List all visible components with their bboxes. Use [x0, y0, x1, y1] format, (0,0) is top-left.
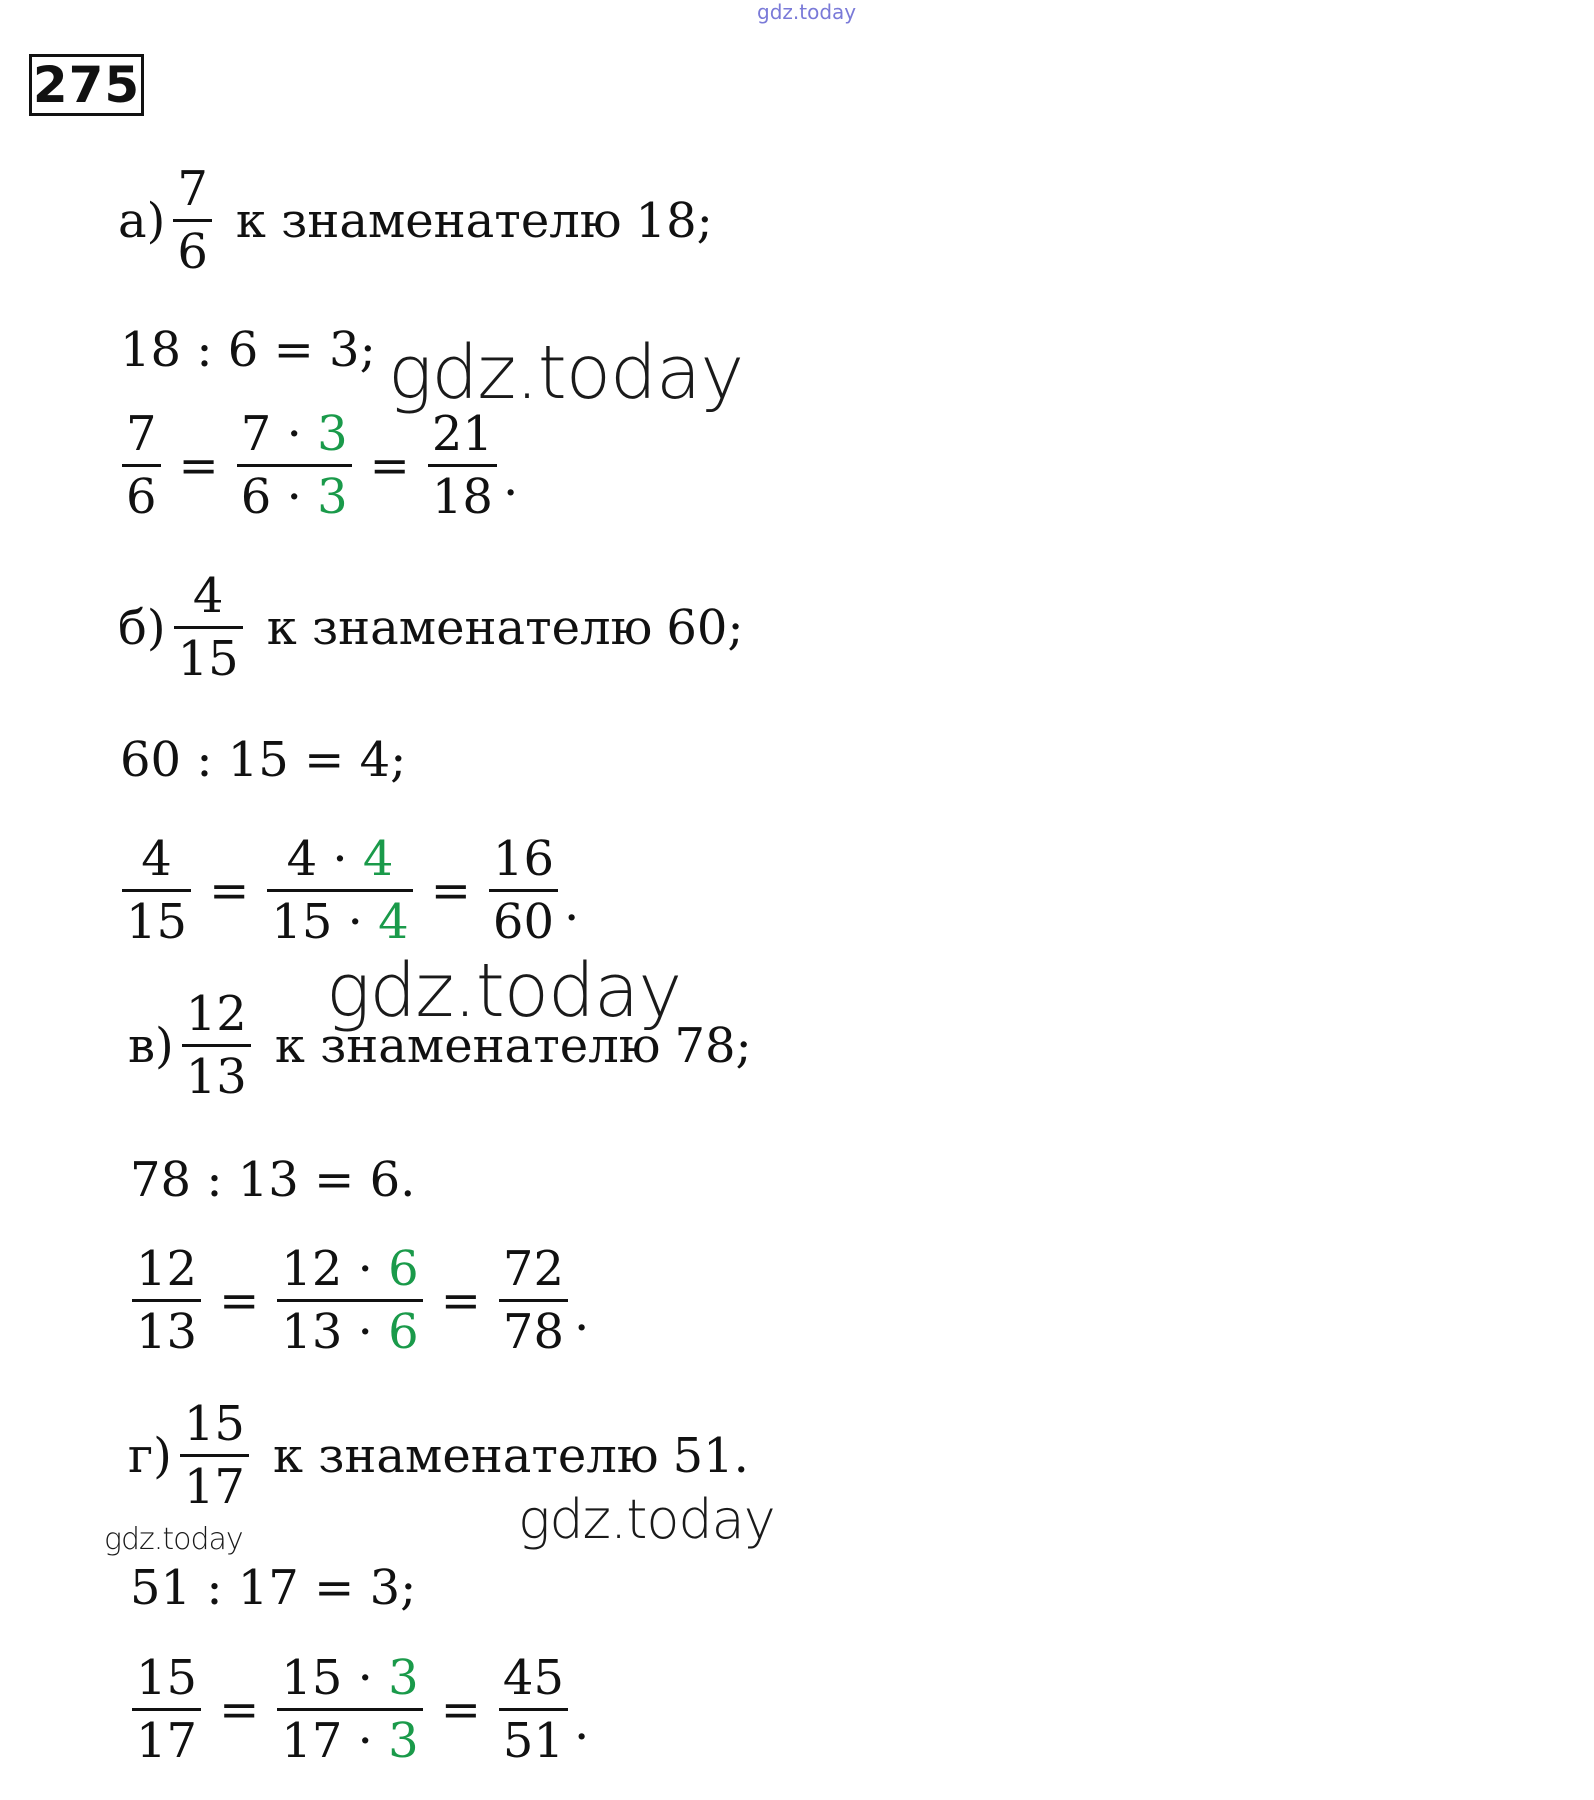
eq-left-fraction	[132, 1241, 201, 1360]
division-text: 18 : 6 = 3;	[120, 322, 376, 378]
part-c-label: в)	[128, 1017, 174, 1074]
part-d-division	[130, 1560, 416, 1616]
fraction-denominator: 15	[122, 889, 191, 946]
fraction-denominator: 6 · 3	[237, 464, 352, 521]
fraction-numerator: 45	[502, 1650, 564, 1706]
fraction-numerator: 15	[136, 1650, 198, 1706]
part-d-equation	[126, 1650, 590, 1769]
watermark: gdz.today	[388, 330, 744, 416]
part-a-equation	[116, 406, 519, 525]
fraction-numerator: 15	[183, 1396, 245, 1452]
eq-middle-fraction	[277, 1650, 422, 1769]
period: .	[502, 451, 519, 507]
fraction-denominator: 13	[132, 1299, 201, 1356]
fraction-denominator: 78	[499, 1299, 568, 1356]
fraction-denominator: 17	[180, 1454, 249, 1511]
part-c-division	[130, 1152, 415, 1208]
multiplier: 3	[388, 1650, 419, 1706]
eq-middle-fraction	[277, 1241, 422, 1360]
fraction-numerator: 12	[185, 986, 247, 1042]
fraction-numerator: 72	[502, 1241, 564, 1297]
period: .	[574, 1695, 590, 1751]
fraction-denominator: 13 · 6	[277, 1299, 422, 1356]
part-b-header	[118, 568, 744, 687]
watermark-top[interactable]: gdz.today	[757, 0, 857, 24]
fraction-numerator: 21	[431, 406, 493, 462]
eq-right-fraction	[489, 831, 558, 950]
fraction-numerator: 7	[126, 406, 157, 462]
part-c-equation	[126, 1241, 590, 1360]
part-c-text: к знаменателю	[274, 1017, 661, 1074]
multiplier: 3	[388, 1713, 419, 1769]
fraction-numerator: 4	[141, 831, 172, 887]
eq-left-fraction	[122, 406, 161, 525]
fraction-numerator: 12 · 6	[281, 1241, 419, 1297]
multiplier: 4	[378, 894, 409, 950]
fraction-denominator: 17	[132, 1708, 201, 1765]
equals-sign: =	[178, 437, 219, 494]
part-b-division	[120, 732, 406, 788]
part-d-fraction	[180, 1396, 249, 1515]
equals-sign: =	[440, 1681, 481, 1738]
fraction-denominator: 6	[173, 219, 212, 276]
equals-sign: =	[369, 437, 410, 494]
part-c-target: 78;	[674, 1017, 752, 1074]
eq-left-fraction	[122, 831, 191, 950]
fraction-numerator: 12	[136, 1241, 198, 1297]
equals-sign: =	[440, 1272, 481, 1329]
fraction-denominator: 51	[499, 1708, 568, 1765]
part-d-target: 51.	[672, 1427, 749, 1484]
equals-sign: =	[209, 862, 250, 919]
eq-middle-fraction	[267, 831, 412, 950]
watermark: gdz.today	[518, 1488, 775, 1551]
part-d-text: к знаменателю	[272, 1427, 659, 1484]
part-a-header	[118, 161, 713, 280]
part-b-text: к знаменателю	[266, 599, 653, 656]
multiplier: 4	[362, 831, 394, 887]
period: .	[564, 876, 580, 932]
fraction-numerator: 15 · 3	[281, 1650, 419, 1706]
part-a-fraction	[173, 161, 212, 280]
division-text: 60 : 15 = 4;	[120, 732, 407, 788]
part-a-target: 18;	[635, 192, 713, 249]
division-text: 78 : 13 = 6.	[130, 1152, 416, 1208]
eq-right-fraction	[428, 406, 497, 525]
period: .	[574, 1286, 590, 1342]
fraction-denominator: 17 · 3	[277, 1708, 422, 1765]
eq-middle-fraction	[237, 406, 352, 525]
fraction-denominator: 6	[122, 464, 161, 521]
part-a-text: к знаменателю	[235, 192, 622, 249]
part-b-equation	[116, 831, 580, 950]
eq-left-fraction	[132, 1650, 201, 1769]
equals-sign: =	[430, 862, 471, 919]
fraction-denominator: 18	[428, 464, 497, 521]
part-b-target: 60;	[666, 599, 744, 656]
fraction-denominator: 13	[182, 1044, 251, 1101]
part-a-division	[120, 322, 376, 378]
fraction-denominator: 15	[174, 626, 243, 683]
part-b-label: б)	[118, 599, 166, 656]
part-d-label: г)	[128, 1427, 172, 1484]
multiplier: 6	[388, 1241, 419, 1297]
multiplier: 6	[388, 1304, 419, 1360]
problem-number: 275	[29, 54, 144, 116]
watermark: gdz.today	[104, 1522, 243, 1557]
eq-right-fraction	[499, 1650, 568, 1769]
division-text: 51 : 17 = 3;	[130, 1560, 417, 1616]
fraction-numerator: 16	[492, 831, 554, 887]
equals-sign: =	[219, 1681, 260, 1738]
multiplier: 3	[317, 469, 348, 525]
fraction-numerator: 7	[177, 161, 208, 217]
part-c-fraction	[182, 986, 251, 1105]
fraction-denominator: 60	[489, 889, 558, 946]
multiplier: 3	[317, 406, 348, 462]
fraction-numerator: 4 · 4	[286, 831, 394, 887]
equals-sign: =	[219, 1272, 260, 1329]
fraction-numerator: 7 · 3	[240, 406, 348, 462]
part-a-label: а)	[118, 192, 166, 249]
fraction-numerator: 4	[192, 568, 224, 624]
eq-right-fraction	[499, 1241, 568, 1360]
watermark: gdz.today	[326, 948, 682, 1034]
part-b-fraction	[174, 568, 243, 687]
fraction-denominator: 15 · 4	[267, 889, 412, 946]
